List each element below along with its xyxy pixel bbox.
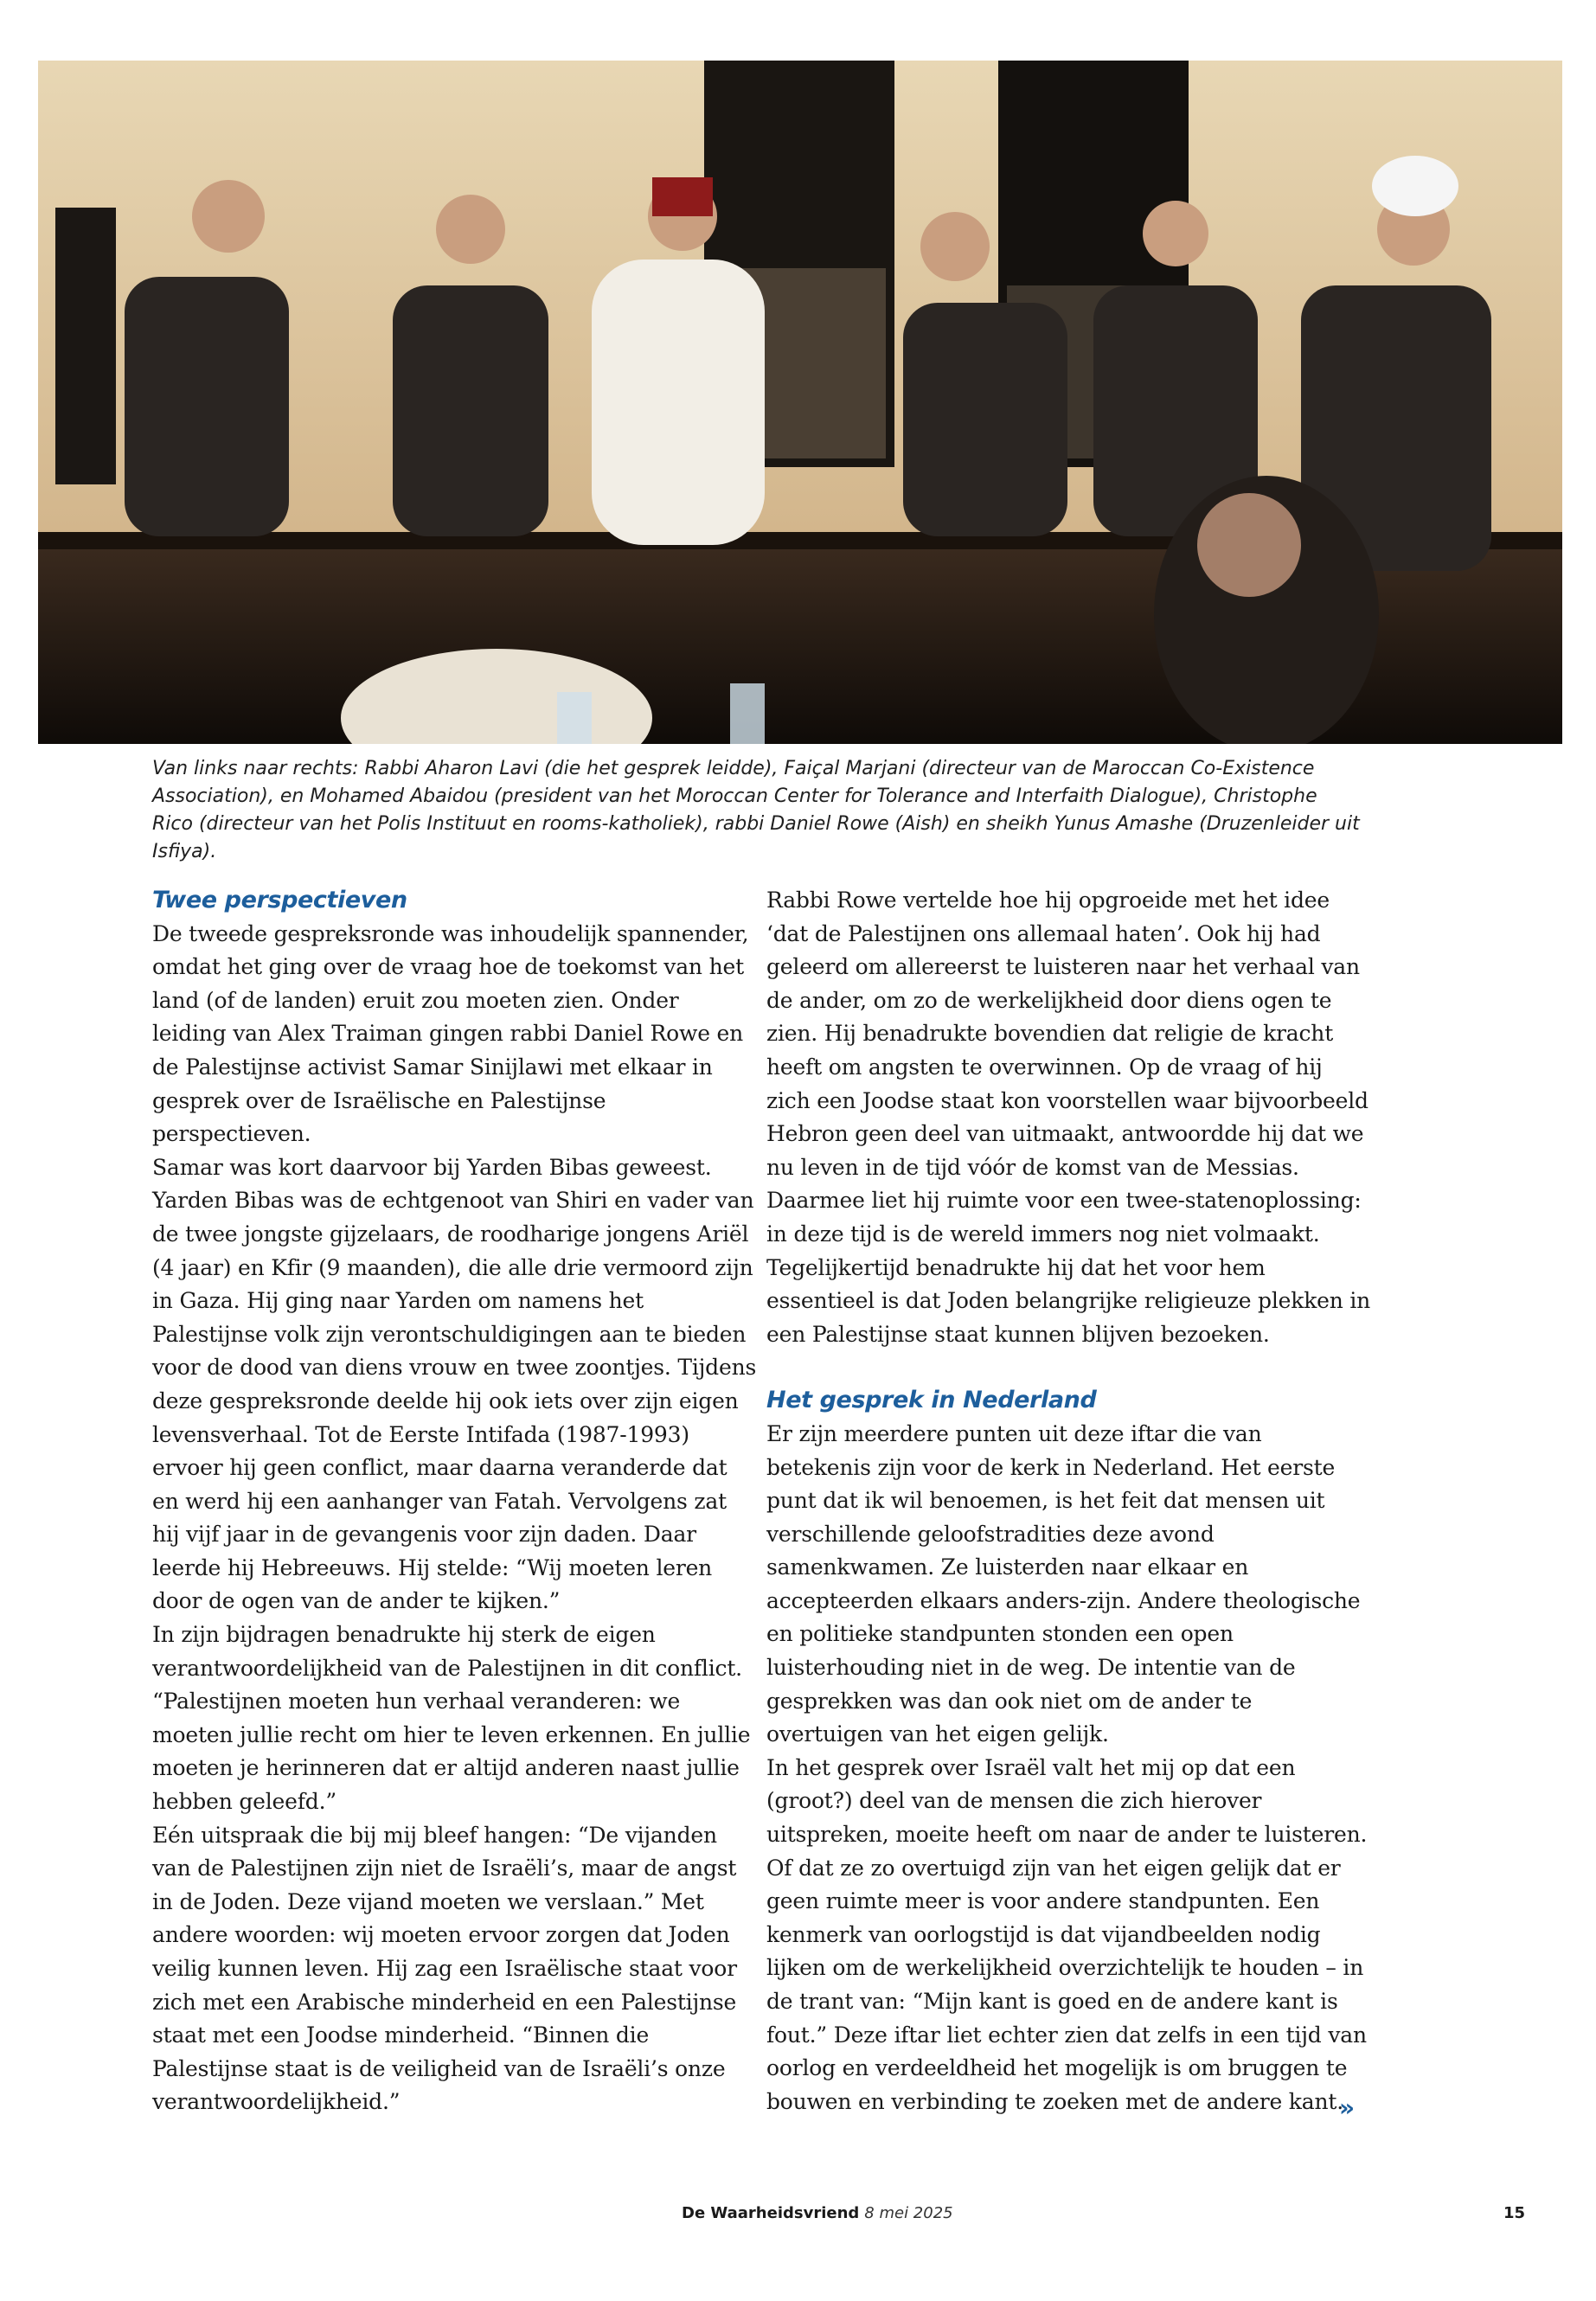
- page-footer: [0, 2204, 1596, 2230]
- publication-name: De Waarheidsvriend: [682, 2204, 860, 2222]
- article-left-column: [152, 884, 758, 2119]
- paragraph: Eén uitspraak die bij mij bleef hangen: “De vijanden van de Palestijnen zijn niet de Israëli’s, maar de angst in de Joden. Deze vijand moeten we verslaan.” Met andere woorden: wij moeten ervoor zorgen dat Joden veilig kunnen leven. Hij zag een Israëlische staat voor zich met een Arabische minderheid en een Palestijnse staat met een Joodse minderheid. “Binnen die Palestijnse staat is de veiligheid van de Israëli’s onze verantwoordelijkheid.”: [152, 1822, 737, 2115]
- panel-discussion-photo-icon: [38, 61, 1562, 744]
- photo-caption: Van links naar rechts: Rabbi Aharon Lavi (die het gesprek leidde), Faiçal Marjani (directeur van de Maroccan Co-Existence Association), en Mohamed Abaidou (president van het Moroccan Center for Tolerance and Interfaith Dialogue), Christophe Rico (directeur van het Polis Instituut en rooms-katholiek), rabbi Daniel Rowe (Aish) en sheikh Yunus Amashe (Druzenleider uit Isfiya).: [152, 758, 1360, 862]
- paragraph: Samar was kort daarvoor bij Yarden Bibas geweest. Yarden Bibas was de echtgenoot van Shiri en vader van de twee jongste gijzelaars, de roodharige jongens Ariël (4 jaar) en Kfir (9 maanden), die alle drie vermoord zijn in Gaza. Hij ging naar Yarden om namens het Palestijnse volk zijn verontschuldigingen aan te bieden voor de dood van diens vrouw en twee zoontjes. Tijdens deze gespreksronde deelde hij ook iets over zijn eigen levensverhaal. Tot de Eerste Intifada (1987-1993) ervoer hij geen conflict, maar daarna veranderde dat en werd hij een aanhanger van Fatah. Vervolgens zat hij vijf jaar in de gevangenis voor zijn daden. Daar leerde hij Hebreeuws. Hij stelde: “Wij moeten leren door de ogen van de ander te kijken.”: [152, 1154, 757, 1614]
- section-heading-het-gesprek-in-nederland: Het gesprek in Nederland: [766, 1387, 1097, 1414]
- footer-publication: [682, 2204, 953, 2222]
- publication-date: 8 mei 2025: [864, 2204, 953, 2222]
- page-number: 15: [1503, 2204, 1526, 2222]
- article-right-column: [766, 884, 1372, 2118]
- panel-discussion-photo: [38, 61, 1562, 744]
- paragraph: Rabbi Rowe vertelde hoe hij opgroeide met het idee ‘dat de Palestijnen ons allemaal haten’. Ook hij had geleerd om allereerst te luisteren naar het verhaal van de ander, om zo de werkelijkheid door diens ogen te zien. Hij benadrukte bovendien dat religie de kracht heeft om angsten te overwinnen. Op de vraag of hij zich een Joodse staat kon voorstellen waar bijvoorbeeld Hebron geen deel van uitmaakt, antwoordde hij dat we nu leven in de tijd vóór de komst van de Messias. Daarmee liet hij ruimte voor een twee-statenoplossing: in deze tijd is de wereld immers nog niet volmaakt. Tegelijkertijd benadrukte hij dat het voor hem essentieel is dat Joden belangrijke religieuze plekken in een Palestijnse staat kunnen blijven bezoeken.: [766, 888, 1371, 1347]
- paragraph: In zijn bijdragen benadrukte hij sterk de eigen verantwoordelijkheid van de Palestijnen in dit conflict. “Palestijnen moeten hun verhaal veranderen: we moeten jullie recht om hier te leven erkennen. En jullie moeten je herinneren dat er altijd anderen naast jullie hebben geleefd.”: [152, 1622, 751, 1815]
- paragraph: Er zijn meerdere punten uit deze iftar die van betekenis zijn voor de kerk in Nederland. Het eerste punt dat ik wil benoemen, is het feit dat mensen uit verschillende geloofstradities deze avond samenkwamen. Ze luisterden naar elkaar en accepteerden elkaars anders-zijn. Andere theologische en politieke standpunten stonden een open luisterhouding niet in de weg. De intentie van de gesprekken was dan ook niet om de ander te overtuigen van het eigen gelijk.: [766, 1420, 1361, 1747]
- continue-arrow-icon: »: [1339, 2093, 1356, 2122]
- section-heading-twee-perspectieven: Twee perspectieven: [152, 887, 407, 913]
- paragraph: In het gesprek over Israël valt het mij op dat een (groot?) deel van de mensen die zich hierover uitspreken, moeite heeft om naar de ander te luisteren. Of dat ze zo overtuigd zijn van het eigen gelijk dat er geen ruimte meer is voor andere standpunten. Een kenmerk van oorlogstijd is dat vijandbeelden nodig lijken om de werkelijkheid overzichtelijk te houden – in de trant van: “Mijn kant is goed en de andere kant is fout.” Deze iftar liet echter zien dat zelfs in een tijd van oorlog en verdeeldheid het mogelijk is om bruggen te bouwen en verbinding te zoeken met de andere kant.: [766, 1754, 1368, 2114]
- paragraph: De tweede gespreksronde was inhoudelijk spannender, omdat het ging over de vraag hoe de toekomst van het land (of de landen) eruit zou moeten zien. Onder leiding van Alex Traiman gingen rabbi Daniel Rowe en de Palestijnse activist Samar Sinijlawi met elkaar in gesprek over de Israëlische en Palestijnse perspectieven.: [152, 920, 749, 1147]
